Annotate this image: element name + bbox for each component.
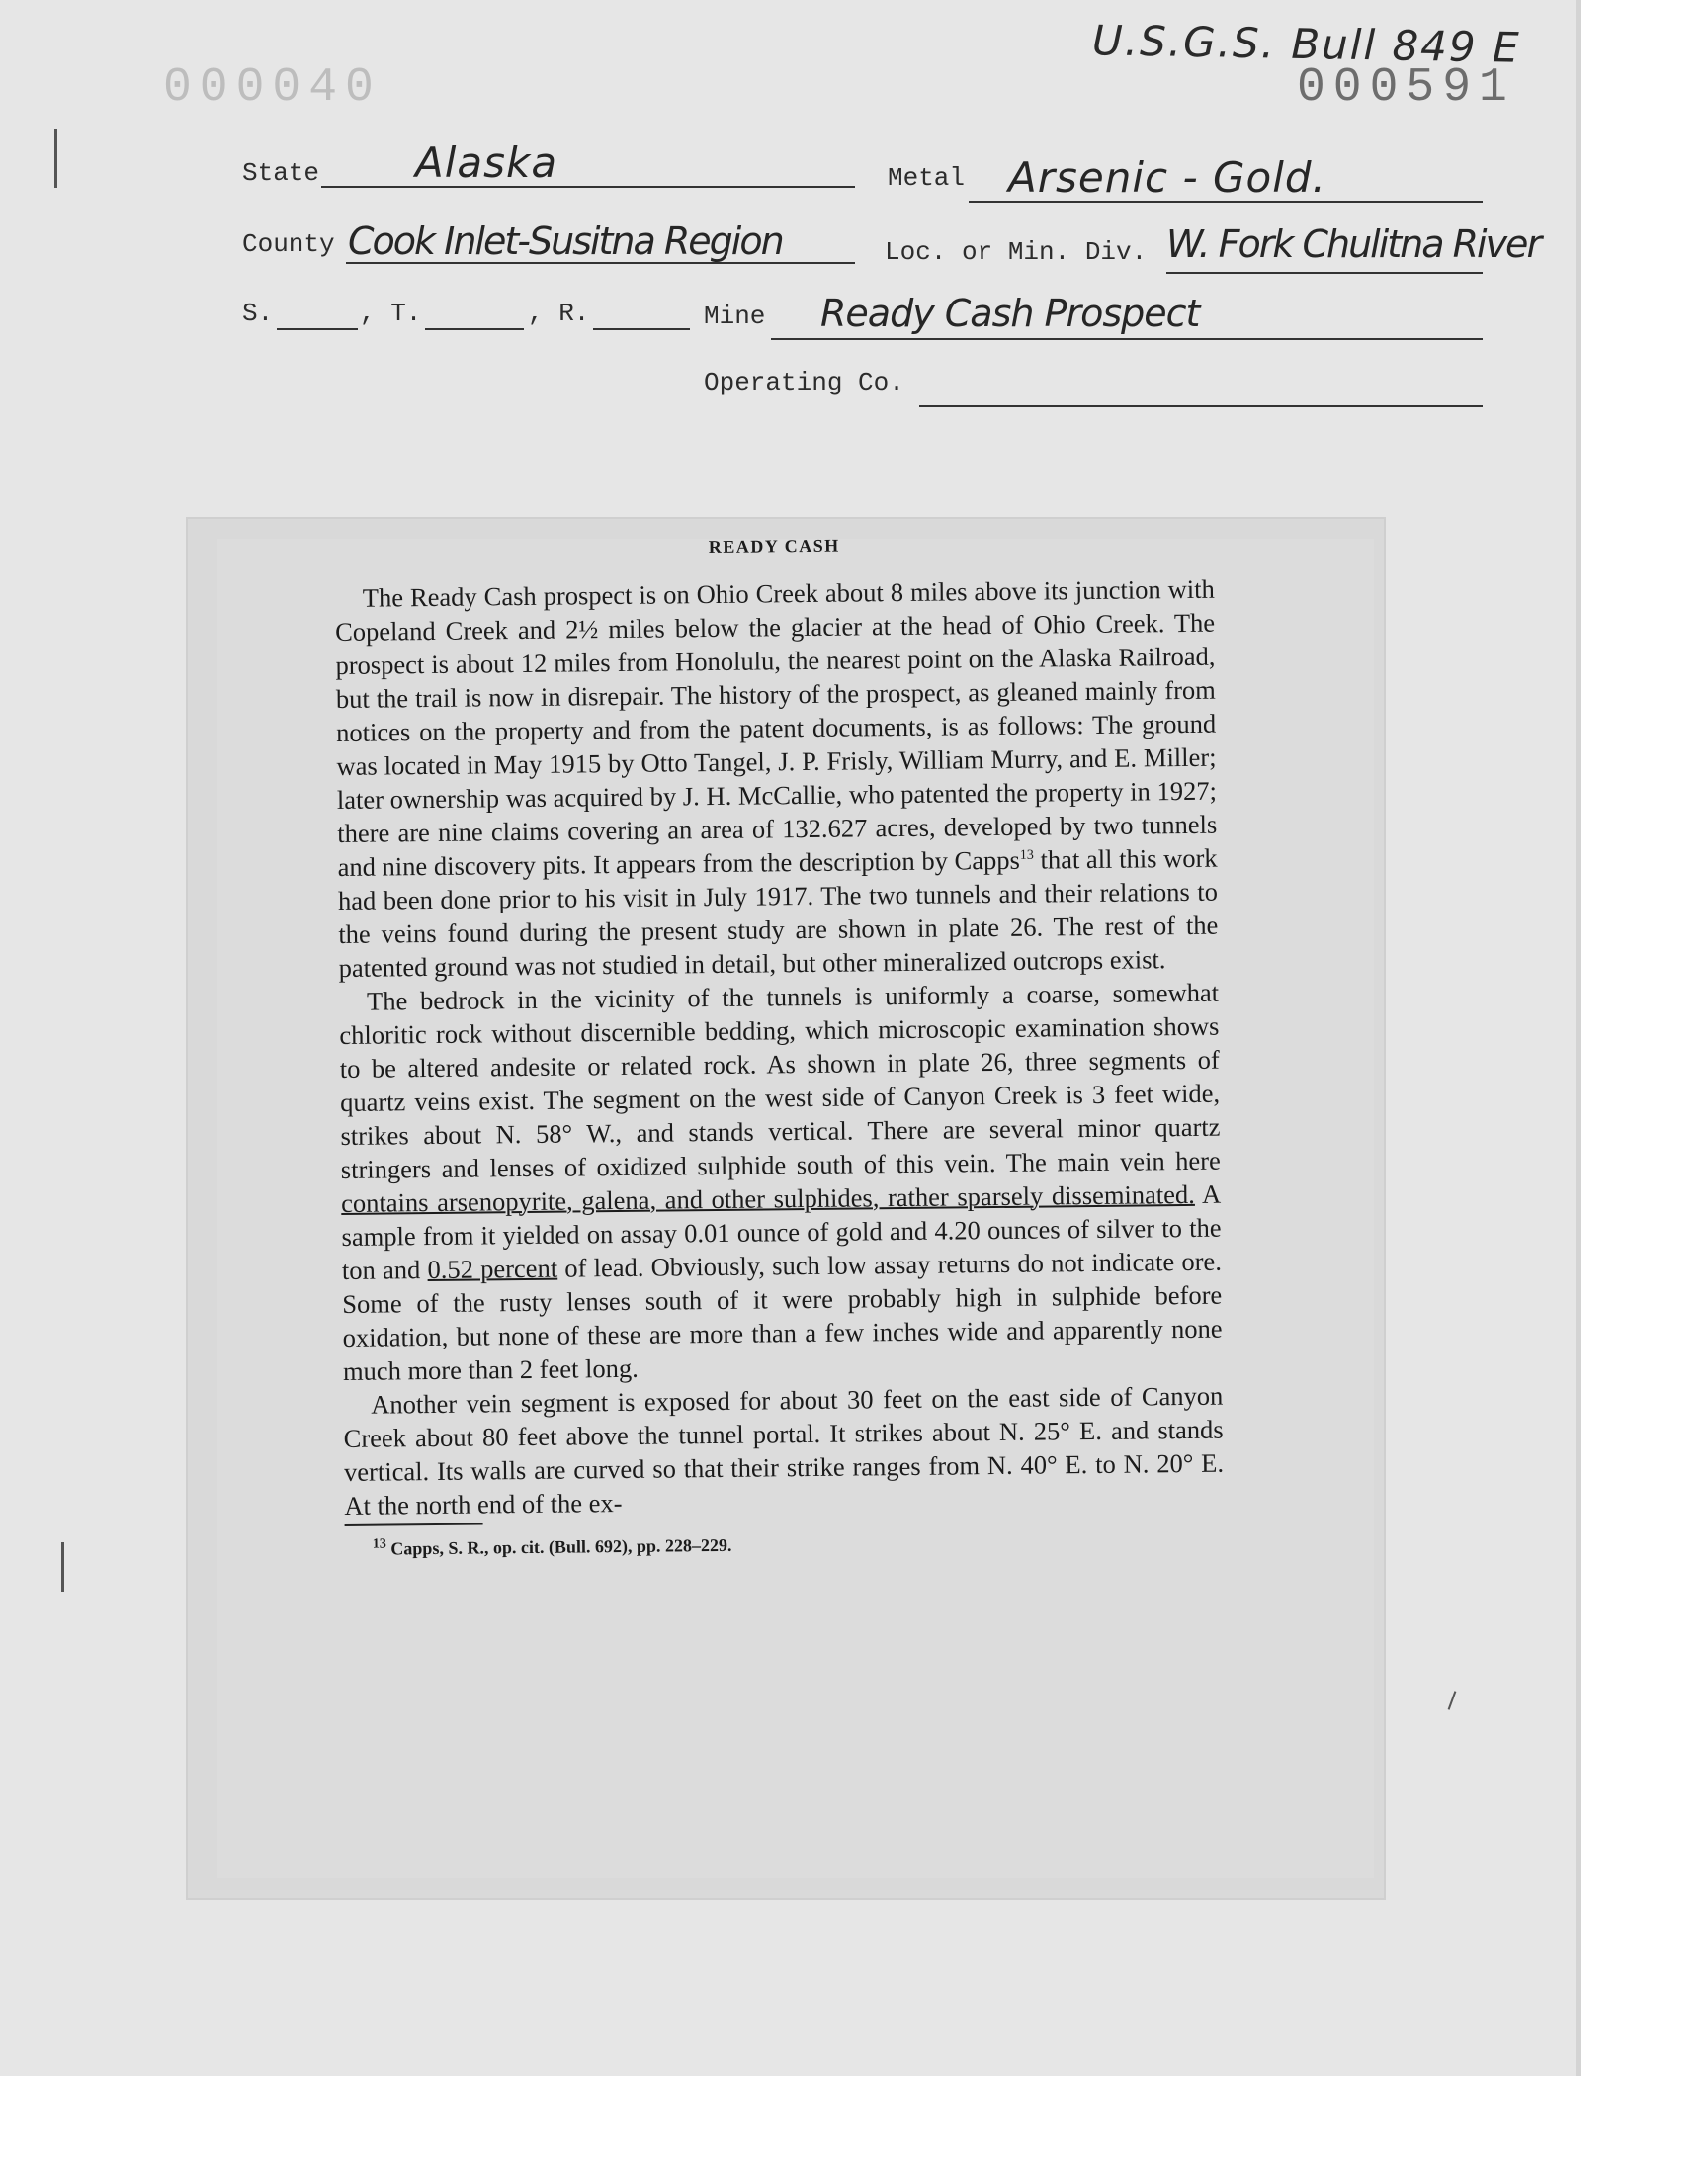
scan-mark [61, 1542, 64, 1592]
state-line [321, 186, 855, 188]
mine-value: Ready Cash Prospect [820, 292, 1200, 335]
article-text [334, 515, 1225, 1566]
metal-value: Arsenic - Gold. [1008, 153, 1326, 202]
paragraph-1-end: that all this work had been done prior to his visit in July 1917. The two tunnels and their relations to the veins found during the present study are shown in plate 26. The rest of the patented ground was not studied in detail, but other mineralized outcrops exist. [337, 842, 1219, 983]
operating-company-line [919, 405, 1483, 407]
section-label: S. [242, 299, 274, 328]
stamp-number: 000591 [1297, 61, 1515, 115]
loc-label: Loc. or Min. Div. [885, 237, 1148, 267]
paragraph-1-text: The Ready Cash prospect is on Ohio Creek about 8 miles above its junction with Copeland Creek and 2½ miles below the glacier at the head of Ohio Creek. The prospect is about 12 miles from Honolulu, the nearest point on the Alaska Railroad, but the trail is now in disrepair. The history of the prospect, as gleaned mainly from notices on the property and from the patent documents, is as follows: The ground was located in May 1915 by Otto Tangel, J. P. Frisly, William Murry, and E. Miller; later ownership was acquired by J. H. McCallie, who patented the property in 1927; there are nine claims covering an area of 132.627 acres, developed by two tunnels and nine discovery pits. It appears from the description by Capps [334, 573, 1218, 882]
township-label: , T. [360, 299, 422, 328]
ghost-stamp-number: 000040 [163, 61, 382, 115]
section-line [277, 328, 358, 330]
archive-reference-note: U.S.G.S. Bull 849 E [1091, 16, 1521, 72]
metal-label: Metal [888, 163, 966, 193]
footnote-ref: 13 [1019, 847, 1034, 863]
county-value: Cook Inlet-Susitna Region [348, 219, 783, 263]
state-label: State [242, 158, 320, 188]
underlined-minerals: contains arsenopyrite, galena, and other sulphides, rather sparsely disseminated. [341, 1178, 1195, 1218]
article-title: READY CASH [708, 535, 840, 558]
mine-label: Mine [704, 302, 766, 331]
paragraph-3: Another vein segment is exposed for about 30 feet on the east side of Canyon Creek about 80 feet above the tunnel portal. It strikes about N. 25° E. and stands vertical. Its walls are curved so that their strike ranges from N. 40° E. to N. 20° E. At the north end of the ex- [343, 1380, 1225, 1521]
footnote-number: 13 [372, 1536, 386, 1552]
loc-value: W. Fork Chulitna River [1166, 222, 1541, 266]
paragraph-2-text-a: The bedrock in the vicinity of the tunnels is uniformly a coarse, somewhat chloritic rock without discernible bedding, which microscopic examination shows to be altered andesite or related rock. As shown in plate 26, three segments of quartz veins exist. The segment on the west side of Canyon Creek is 3 feet wide, strikes about N. 58° W., and stands vertical. There are several minor quartz stringers and lenses of oxidized sulphide south of this vein. The main vein here [339, 977, 1221, 1184]
underlined-lead-percent: 0.52 percent [427, 1253, 558, 1285]
range-label: , R. [528, 299, 590, 328]
scan-mark [1448, 1691, 1457, 1709]
range-line [593, 328, 690, 330]
paragraph-2 [339, 976, 1223, 1388]
county-label: County [242, 229, 335, 259]
paragraph-2-text-b: A sample from it yielded on assay 0.01 ounce of gold and 4.20 ounces of silver to the ton and [341, 1178, 1222, 1285]
township-line [425, 328, 524, 330]
paragraph-2-text-c: of lead. Obviously, such low assay returns do not indicate ore. Some of the rusty lenses south of it were probably high in sulphide before oxidation, but none of these are more than a few inches wide and apparently none much more than 2 feet long. [342, 1246, 1223, 1386]
mine-line [771, 338, 1483, 340]
operating-company-label: Operating Co. [704, 368, 904, 397]
footnote-rule [345, 1522, 483, 1525]
footnote-text: Capps, S. R., op. cit. (Bull. 692), pp. 228–229. [390, 1534, 732, 1559]
loc-line [1166, 272, 1483, 274]
scan-mark [54, 129, 57, 188]
state-value: Alaska [415, 138, 558, 187]
paragraph-1 [335, 572, 1219, 985]
